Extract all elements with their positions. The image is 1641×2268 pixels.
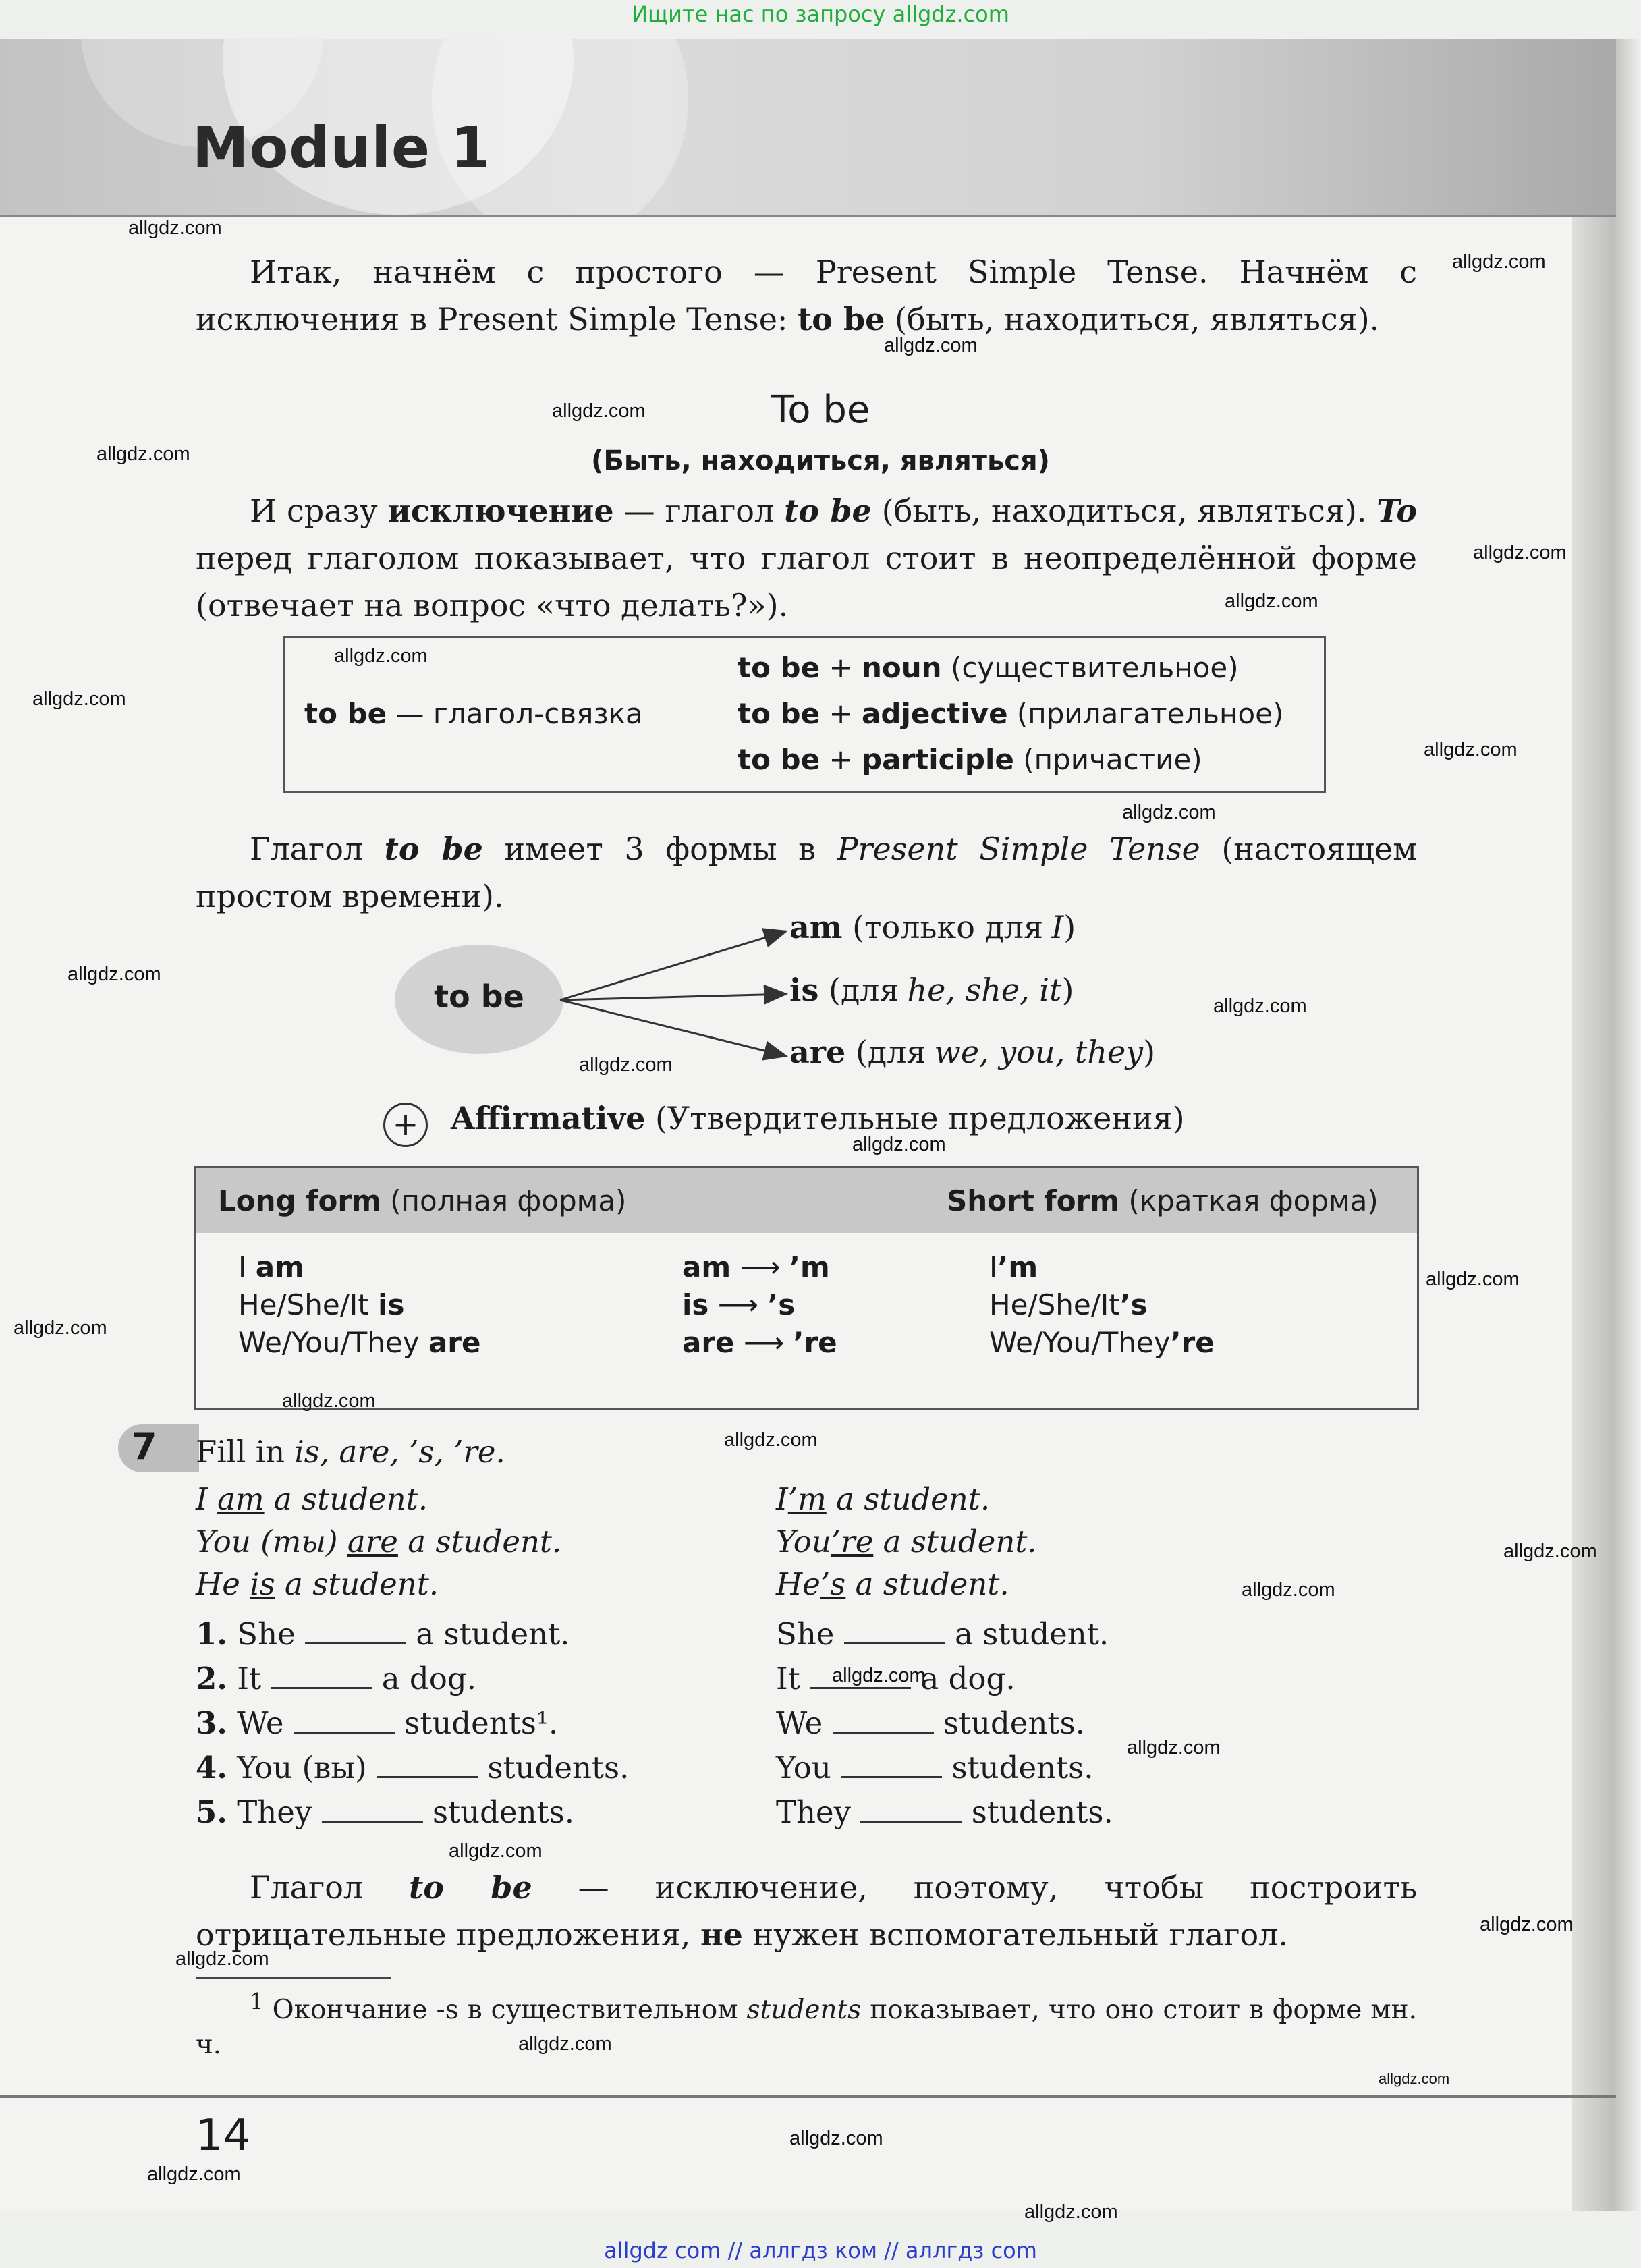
form-am: [789, 909, 1076, 945]
bold-italic-text: to be: [409, 1869, 532, 1906]
exercise-item: [196, 1616, 569, 1652]
text: You (ты): [196, 1524, 338, 1559]
answer: are: [347, 1524, 398, 1559]
text: are: [682, 1326, 735, 1359]
text: I: [1051, 909, 1064, 945]
italic-text: Present Simple Tense: [837, 831, 1200, 867]
intro-paragraph: [196, 248, 1417, 343]
text: adjective: [862, 697, 1008, 730]
text: — глагол: [623, 493, 775, 529]
exercise-item: [776, 1750, 1094, 1786]
contraction-cell: [682, 1250, 830, 1283]
text: a student.: [408, 1524, 562, 1559]
forms-arrows: [553, 918, 803, 1073]
text: ’s: [767, 1288, 796, 1321]
watermark: allgdz.com: [724, 1429, 818, 1451]
text: participle: [862, 743, 1014, 776]
watermark: allgdz.com: [128, 217, 222, 239]
arrow-is: [560, 994, 786, 1000]
watermark: allgdz.com: [1480, 1914, 1574, 1935]
text: I: [238, 1250, 247, 1283]
answer: am: [217, 1481, 265, 1517]
watermark: allgdz.com: [789, 2128, 883, 2149]
example-row: [776, 1481, 990, 1517]
footnote-divider: [196, 1977, 391, 1979]
forms-table: [194, 1166, 1419, 1410]
text: He: [776, 1566, 820, 1602]
watermark: allgdz.com: [1503, 1541, 1597, 1562]
short-form-cell: [989, 1326, 1215, 1359]
text: a student.: [955, 1616, 1109, 1652]
arrow-icon: ⟶: [743, 1326, 785, 1359]
answer: is: [250, 1566, 275, 1602]
text: students¹.: [404, 1705, 559, 1741]
watermark: allgdz.com: [1127, 1737, 1221, 1759]
short-form-cell: [989, 1288, 1148, 1321]
box-row: [738, 651, 1239, 684]
exercise-item: [196, 1661, 476, 1696]
text: is: [789, 972, 819, 1008]
text: ’re: [1170, 1326, 1215, 1359]
answer-blank[interactable]: [271, 1687, 372, 1689]
text: И сразу: [250, 493, 378, 529]
text: +: [829, 743, 853, 776]
item-number: 1.: [196, 1616, 227, 1652]
text: Окончание -s в существительном: [272, 1995, 738, 2025]
banner-divider: [0, 215, 1616, 217]
text: he, she, it: [907, 972, 1062, 1008]
exercise-instruction: [196, 1434, 505, 1470]
text: a student.: [836, 1481, 991, 1517]
text: a dog.: [381, 1661, 476, 1696]
text: It: [776, 1661, 800, 1696]
answer-blank[interactable]: [322, 1821, 423, 1823]
intro-to-be: to be: [798, 301, 885, 337]
text: is: [378, 1288, 405, 1321]
long-form-header: [218, 1184, 626, 1217]
short-form-header: [947, 1184, 1379, 1217]
watermark: allgdz.com: [1024, 2201, 1118, 2223]
text: a student.: [285, 1566, 439, 1602]
arrow-icon: ⟶: [740, 1250, 781, 1283]
site-footer[interactable]: allgdz com // аллгдз ком // аллгдз com: [604, 2238, 1037, 2263]
text: (для: [855, 1034, 926, 1070]
text: to be: [738, 697, 820, 730]
box-left-label: [304, 697, 643, 730]
watermark: allgdz.com: [1379, 2070, 1450, 2087]
bold-text: to be: [304, 697, 387, 730]
answer: ’re: [831, 1524, 874, 1559]
form-is: [789, 972, 1074, 1008]
text: students: [746, 1995, 862, 2025]
section-subtitle: (Быть, находиться, являться): [591, 445, 1050, 476]
arrow-are: [560, 1000, 786, 1056]
intro-text-end: (быть, находиться, являться).: [895, 301, 1380, 337]
example-row: [776, 1524, 1037, 1559]
text: He/She/It: [989, 1288, 1120, 1321]
answer-blank[interactable]: [377, 1776, 478, 1778]
text: students.: [951, 1750, 1094, 1786]
bottom-rule: [0, 2095, 1616, 2098]
answer-blank[interactable]: [844, 1642, 945, 1644]
text: (полная форма): [390, 1184, 627, 1217]
answer-blank[interactable]: [833, 1732, 934, 1734]
watermark: allgdz.com: [334, 645, 428, 667]
text: +: [829, 651, 853, 684]
contraction-cell: [682, 1288, 795, 1321]
text: You (вы): [237, 1750, 367, 1786]
exercise-item: [196, 1750, 629, 1786]
text: are: [428, 1326, 481, 1359]
long-form-cell: [238, 1250, 304, 1283]
paragraph-three-forms: [196, 825, 1417, 920]
text: нужен вспомогательный глагол.: [752, 1916, 1288, 1953]
watermark: allgdz.com: [832, 1665, 926, 1686]
text: to be: [738, 651, 820, 684]
plus-circle-icon: +: [383, 1103, 428, 1147]
text: (краткая форма): [1128, 1184, 1379, 1217]
footnote: [196, 1984, 1417, 2063]
bold-text: исключение: [387, 493, 614, 529]
text: I: [196, 1481, 208, 1517]
text: (существительное): [950, 651, 1239, 684]
text: They: [237, 1794, 312, 1830]
text: имеет 3 формы в: [504, 831, 816, 867]
text: I: [989, 1250, 998, 1283]
exercise-item: [776, 1705, 1085, 1741]
watermark: allgdz.com: [1122, 802, 1216, 823]
short-form-cell: [989, 1250, 1038, 1283]
table-row: [196, 1288, 1417, 1326]
form-are: [789, 1034, 1155, 1070]
text: ’s: [1119, 1288, 1148, 1321]
text: ): [1143, 1034, 1156, 1070]
text: (прилагательное): [1016, 697, 1284, 730]
text: are: [789, 1034, 846, 1070]
text: +: [829, 697, 853, 730]
exercise-number: 7: [132, 1425, 157, 1468]
watermark: allgdz.com: [1473, 542, 1567, 563]
watermark: allgdz.com: [1225, 590, 1318, 612]
intro-text: Итак, начнём с простого — Present Simple Tense. Начнём с исключения в Present Simple Tense:: [196, 254, 1417, 337]
text: We: [776, 1705, 823, 1741]
watermark: allgdz.com: [1452, 251, 1546, 273]
answer-blank[interactable]: [305, 1642, 406, 1644]
linking-verb-box: [283, 636, 1326, 793]
text: am: [789, 909, 843, 945]
watermark: allgdz.com: [67, 964, 161, 985]
exercise-item: [776, 1794, 1113, 1830]
text: (настоящем простом времени).: [196, 831, 1418, 914]
text: Affirmative: [451, 1100, 646, 1136]
watermark: allgdz.com: [147, 2163, 241, 2185]
watermark: allgdz.com: [579, 1054, 673, 1076]
exercise-number-badge: [118, 1424, 199, 1472]
watermark: allgdz.com: [884, 335, 978, 356]
module-title: Module 1: [192, 115, 491, 181]
text: You: [776, 1750, 831, 1786]
watermark: allgdz.com: [1424, 739, 1518, 760]
watermark: allgdz.com: [96, 443, 190, 465]
exercise-item: [776, 1616, 1109, 1652]
watermark: allgdz.com: [552, 400, 646, 422]
long-form-cell: [238, 1326, 480, 1359]
exercise-item: [196, 1794, 574, 1830]
text: ’m: [997, 1250, 1038, 1283]
arrow-am: [560, 931, 786, 1000]
item-number: 5.: [196, 1794, 227, 1830]
text: You: [776, 1524, 831, 1559]
text: We: [237, 1705, 284, 1741]
text: to be: [738, 743, 820, 776]
bold-italic-text: to be: [784, 493, 872, 529]
section-title: To be: [771, 388, 870, 432]
affirmative-heading: [451, 1100, 1185, 1136]
contraction-cell: [682, 1326, 837, 1359]
text: a student.: [883, 1524, 1037, 1559]
text: am: [682, 1250, 731, 1283]
example-row: [776, 1566, 1009, 1602]
bold-text: не: [700, 1916, 743, 1953]
to-be-label: to be: [434, 978, 524, 1015]
text: Short form: [947, 1184, 1120, 1217]
text: показывает, что оно стоит в форме мн. ч.: [196, 1995, 1417, 2060]
watermark: allgdz.com: [1242, 1579, 1335, 1601]
example-row: [196, 1524, 561, 1559]
watermark: allgdz.com: [518, 2033, 612, 2055]
watermark: allgdz.com: [32, 688, 126, 710]
text: students.: [487, 1750, 630, 1786]
text: He/She/It: [238, 1288, 369, 1321]
watermark: allgdz.com: [282, 1390, 376, 1412]
text: — глагол-связка: [395, 697, 643, 730]
item-number: 4.: [196, 1750, 227, 1786]
example-row: [196, 1481, 428, 1517]
text: ’m: [789, 1250, 830, 1283]
text: (только для: [852, 909, 1044, 945]
text: I: [776, 1481, 788, 1517]
paragraph-negatives: [196, 1864, 1417, 1958]
text: Глагол: [250, 831, 364, 867]
text: We/You/They: [989, 1326, 1171, 1359]
text: a dog.: [920, 1661, 1016, 1696]
text: She: [237, 1616, 296, 1652]
text: (причастие): [1023, 743, 1202, 776]
bold-italic-text: to be: [384, 831, 483, 867]
item-number: 2.: [196, 1661, 227, 1696]
arrow-icon: ⟶: [717, 1288, 758, 1321]
text: is, are, ’s, ’re.: [294, 1434, 505, 1470]
text: ): [1063, 909, 1076, 945]
answer-blank[interactable]: [810, 1687, 911, 1689]
text: we, you, they: [934, 1034, 1144, 1070]
watermark: allgdz.com: [852, 1134, 946, 1155]
page-spine-shadow: [1572, 39, 1641, 2211]
page-number: 14: [196, 2111, 251, 2161]
example-row: [196, 1566, 439, 1602]
text: students.: [971, 1794, 1113, 1830]
text: students.: [432, 1794, 575, 1830]
bold-italic-text: To: [1376, 493, 1418, 529]
text: noun: [862, 651, 942, 684]
watermark: allgdz.com: [13, 1317, 107, 1339]
text: am: [255, 1250, 304, 1283]
text: It: [237, 1661, 262, 1696]
text: перед глаголом показывает, что глагол стоит в неопределённой форме (отвечает на вопрос «что делать?»).: [196, 540, 1417, 624]
text: ’re: [793, 1326, 837, 1359]
text: They: [776, 1794, 852, 1830]
text: Fill in: [196, 1434, 285, 1470]
answer: ’s: [820, 1566, 846, 1602]
text: ): [1061, 972, 1074, 1008]
text: (для: [829, 972, 899, 1008]
watermark: allgdz.com: [1426, 1269, 1520, 1290]
answer-blank[interactable]: [294, 1732, 395, 1734]
long-form-cell: [238, 1288, 404, 1321]
footnote-mark: 1: [250, 1989, 264, 2014]
text: a student.: [273, 1481, 428, 1517]
answer: ’m: [787, 1481, 827, 1517]
text: — исключение, поэтому, чтобы построить отрицательные предложения,: [196, 1869, 1417, 1953]
text: a student.: [416, 1616, 570, 1652]
box-row: [738, 743, 1202, 776]
item-number: 3.: [196, 1705, 227, 1741]
text: a student.: [855, 1566, 1009, 1602]
text: (быть, находиться, являться).: [881, 493, 1367, 529]
text: Long form: [218, 1184, 381, 1217]
table-row: [196, 1326, 1417, 1364]
text: We/You/They: [238, 1326, 420, 1359]
table-row: [196, 1250, 1417, 1288]
exercise-item: [196, 1705, 558, 1741]
text: students.: [943, 1705, 1085, 1741]
text: She: [776, 1616, 835, 1652]
text: He: [196, 1566, 240, 1602]
text: is: [682, 1288, 709, 1321]
answer-blank[interactable]: [841, 1776, 942, 1778]
text: (Утвердительные предложения): [655, 1100, 1185, 1136]
watermark: allgdz.com: [449, 1840, 543, 1862]
answer-blank[interactable]: [860, 1821, 962, 1823]
text: Глагол: [250, 1869, 364, 1906]
watermark: allgdz.com: [175, 1948, 269, 1970]
site-header[interactable]: Ищите нас по запросу allgdz.com: [632, 1, 1009, 27]
watermark: allgdz.com: [1213, 995, 1307, 1017]
box-row: [738, 697, 1283, 730]
